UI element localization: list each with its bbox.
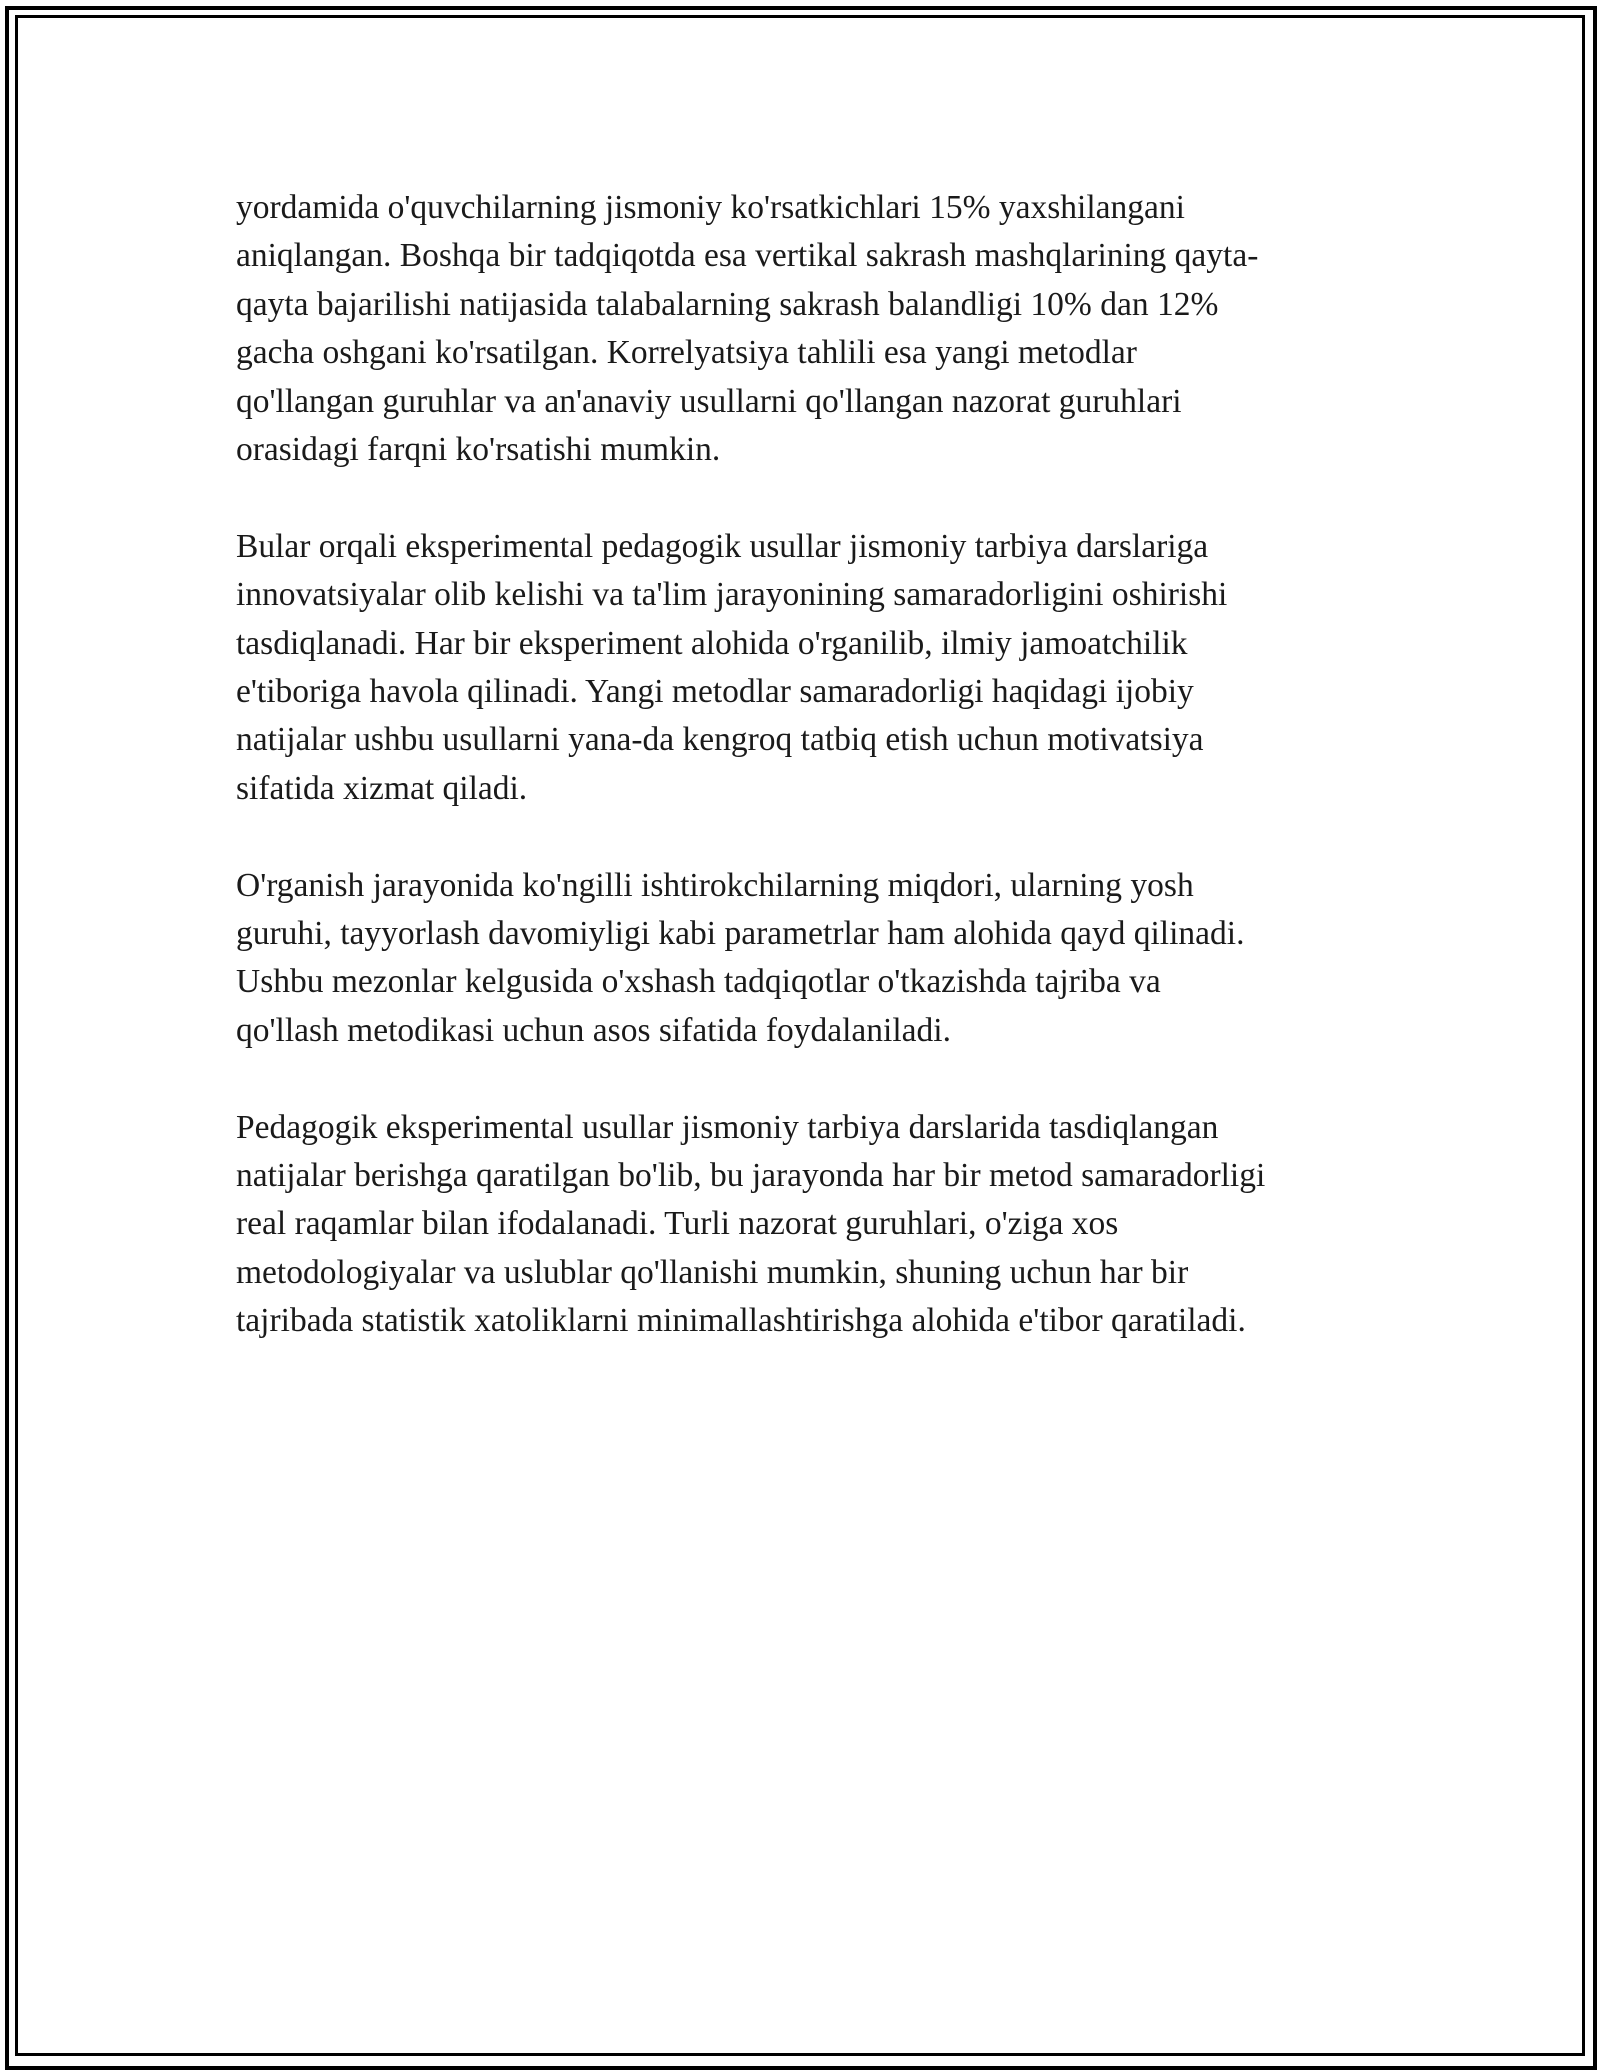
text-line: gacha oshgani ko'rsatilgan. Korrelyatsiya tahlili esa yangi metodlar — [236, 334, 1137, 372]
text-line: aniqlangan. Boshqa bir tadqiqotda esa vertikal sakrash mashqlarining qayta- — [236, 237, 1259, 275]
text-line: real raqamlar bilan ifodalanadi. Turli nazorat guruhlari, o'ziga xos — [236, 1205, 1119, 1243]
text-line: tasdiqlanadi. Har bir eksperiment alohida o'rganilib, ilmiy jamoatchilik — [236, 624, 1188, 662]
text-line: qayta bajarilishi natijasida talabalarning sakrash balandligi 10% dan 12% — [236, 285, 1219, 323]
text-line: natijalar berishga qaratilgan bo'lib, bu jarayonda har bir metod samaradorligi — [236, 1157, 1266, 1195]
text-line: innovatsiyalar olib kelishi va ta'lim jarayonining samaradorligini oshirishi — [236, 576, 1228, 614]
text-line: yordamida o'quvchilarning jismoniy ko'rsatkichlari 15% yaxshilangani — [236, 189, 1185, 226]
text-line: O'rganish jarayonida ko'ngilli ishtirokchilarning miqdori, ularning yosh — [236, 866, 1194, 904]
paragraph-3 — [236, 862, 1396, 1056]
paragraph-2 — [236, 523, 1396, 813]
text-line: qo'llangan guruhlar va an'anaviy usullarni qo'llangan nazorat guruhlari — [236, 382, 1182, 420]
text-line: Ushbu mezonlar kelgusida o'xshash tadqiqotlar o'tkazishda tajriba va — [236, 963, 1161, 1001]
paragraph-4 — [236, 1104, 1396, 1346]
text-line: qo'llash metodikasi uchun asos sifatida foydalaniladi. — [236, 1011, 951, 1049]
text-line: guruhi, tayyorlash davomiyligi kabi parametrlar ham alohida qayd qilinadi. — [236, 915, 1245, 953]
text-line: orasidagi farqni ko'rsatishi mumkin. — [236, 431, 721, 469]
text-line: sifatida xizmat qiladi. — [236, 769, 528, 807]
text-line: Bular orqali eksperimental pedagogik usullar jismoniy tarbiya darslariga — [236, 527, 1209, 565]
document-body — [236, 184, 1396, 1394]
paragraph-1 — [236, 184, 1396, 474]
text-line: natijalar ushbu usullarni yana-da kengroq tatbiq etish uchun motivatsiya — [236, 721, 1204, 759]
text-line: metodologiyalar va uslublar qo'llanishi mumkin, shuning uchun har bir — [236, 1253, 1189, 1291]
text-line: tajribada statistik xatoliklarni minimallashtirishga alohida e'tibor qaratiladi. — [236, 1302, 1246, 1340]
text-line: Pedagogik eksperimental usullar jismoniy tarbiya darslarida tasdiqlangan — [236, 1108, 1219, 1146]
text-line: e'tiboriga havola qilinadi. Yangi metodlar samaradorligi haqidagi ijobiy — [236, 673, 1194, 711]
